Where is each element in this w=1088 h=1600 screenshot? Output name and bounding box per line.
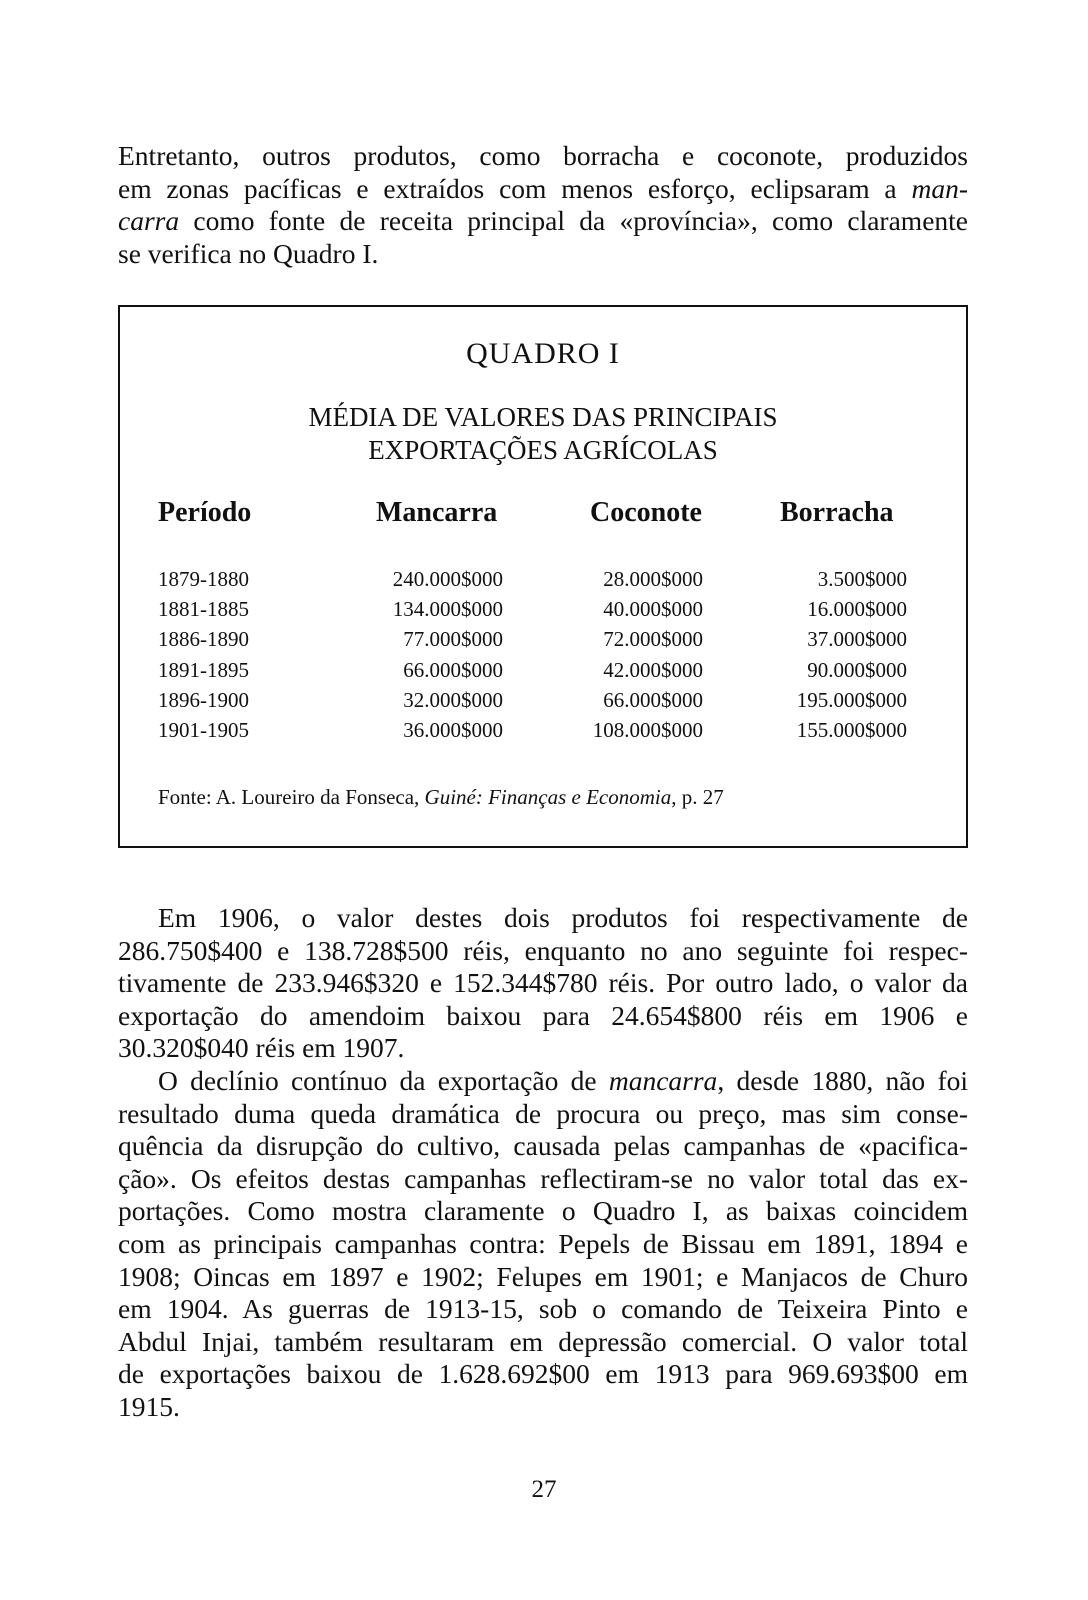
p2-line-1: O declínio contínuo da exportação de mancarra, desde 1880, não foi [158, 1065, 968, 1096]
table-cell-period: 1891-1895 [158, 657, 249, 682]
table-cell-value: 72.000$000 [603, 627, 703, 652]
quadro-box [118, 305, 968, 848]
intro-line-1: Entretanto, outros produtos, como borracha e coconote, produzidos [118, 140, 968, 171]
table-cell-value: 66.000$000 [403, 657, 503, 682]
table-subtitle-line-2: EXPORTAÇÕES AGRÍCOLAS [368, 435, 718, 465]
table-cell-period: 1879-1880 [158, 567, 249, 591]
table-cell-value: 36.000$000 [403, 718, 503, 742]
p2-line-4: ção». Os efeitos destas campanhas reflectiram-se no valor total das ex- [118, 1162, 968, 1194]
p2-line-6: com as principais campanhas contra: Pepels de Bissau em 1891, 1894 e [118, 1227, 968, 1259]
table-cell-value: 155.000$000 [796, 718, 907, 742]
table-cell-value: 42.000$000 [603, 657, 703, 682]
table-cell-value: 90.000$000 [807, 657, 907, 682]
p2-line-10: de exportações baixou de 1.628.692$00 em 1913 para 969.693$00 em [118, 1358, 968, 1390]
intro-line-2: em zonas pacíficas e extraídos com menos esforço, eclipsaram a man- [118, 172, 968, 204]
table-cell-period: 1901-1905 [158, 718, 249, 742]
table-cell-period: 1881-1885 [158, 597, 249, 622]
p2-line-5: portações. Como mostra claramente o Quadro I, as baixas coincidem [118, 1195, 968, 1227]
p1-line-4: exportação do amendoim baixou para 24.654$800 réis em 1906 e [118, 999, 968, 1031]
paragraph-2 [118, 1065, 968, 1424]
header-mancarra: Mancarra [376, 497, 498, 528]
p2-line-8: em 1904. As guerras de 1913-15, sob o comando de Teixeira Pinto e [118, 1293, 968, 1325]
table-cell-value: 16.000$000 [807, 597, 907, 622]
table-title: QUADRO I [466, 337, 620, 370]
table-cell-period: 1896-1900 [158, 687, 249, 712]
p1-line-5: 30.320$040 réis em 1907. [118, 1032, 405, 1064]
p1-line-2: 286.750$400 e 138.728$500 réis, enquanto no ano seguinte foi respec- [118, 934, 968, 966]
p1-line-3: tivamente de 233.946$320 e 152.344$780 réis. Por outro lado, o valor da [118, 967, 968, 999]
table-cell-value: 28.000$000 [603, 567, 703, 591]
table-cell-value: 77.000$000 [403, 627, 503, 652]
table-subtitle [120, 401, 966, 467]
p1-line-1: Em 1906, o valor destes dois produtos foi respectivamente de [158, 902, 968, 933]
p2-line-7: 1908; Oincas em 1897 e 1902; Felupes em 1901; e Manjacos de Churo [118, 1260, 968, 1292]
intro-paragraph [118, 140, 968, 270]
p2-line-11: 1915. [118, 1390, 180, 1422]
header-periodo: Período [158, 497, 252, 528]
p2-line-9: Abdul Injai, também resultaram em depressão comercial. O valor total [118, 1325, 968, 1357]
table-cell-value: 240.000$000 [392, 567, 503, 591]
p2-line-2: resultado duma queda dramática de procura ou preço, mas sim conse- [118, 1097, 968, 1129]
p2-line-3: quência da disrupção do cultivo, causada pelas campanhas de «pacifica- [118, 1130, 968, 1162]
table-cell-value: 3.500$000 [817, 567, 907, 591]
table-cell-value: 108.000$000 [592, 718, 703, 742]
table-cell-value: 40.000$000 [603, 597, 703, 622]
intro-line-4: se verifica no Quadro I. [118, 237, 379, 269]
header-coconote: Coconote [590, 497, 702, 528]
table-source: Fonte: A. Loureiro da Fonseca, Guiné: Finanças e Economia, p. 27 [158, 785, 724, 809]
table-subtitle-line-1: MÉDIA DE VALORES DAS PRINCIPAIS [308, 402, 778, 432]
header-borracha: Borracha [780, 497, 894, 528]
table-cell-period: 1886-1890 [158, 627, 249, 652]
paragraph-1 [118, 902, 968, 1065]
page-number: 27 [531, 1476, 557, 1503]
intro-line-3: carra como fonte de receita principal da «província», como claramente [118, 205, 968, 237]
table-cell-value: 134.000$000 [392, 597, 503, 622]
table-cell-value: 32.000$000 [403, 687, 503, 712]
table-cell-value: 66.000$000 [603, 687, 703, 712]
table-cell-value: 195.000$000 [796, 687, 907, 712]
table-cell-value: 37.000$000 [807, 627, 907, 652]
